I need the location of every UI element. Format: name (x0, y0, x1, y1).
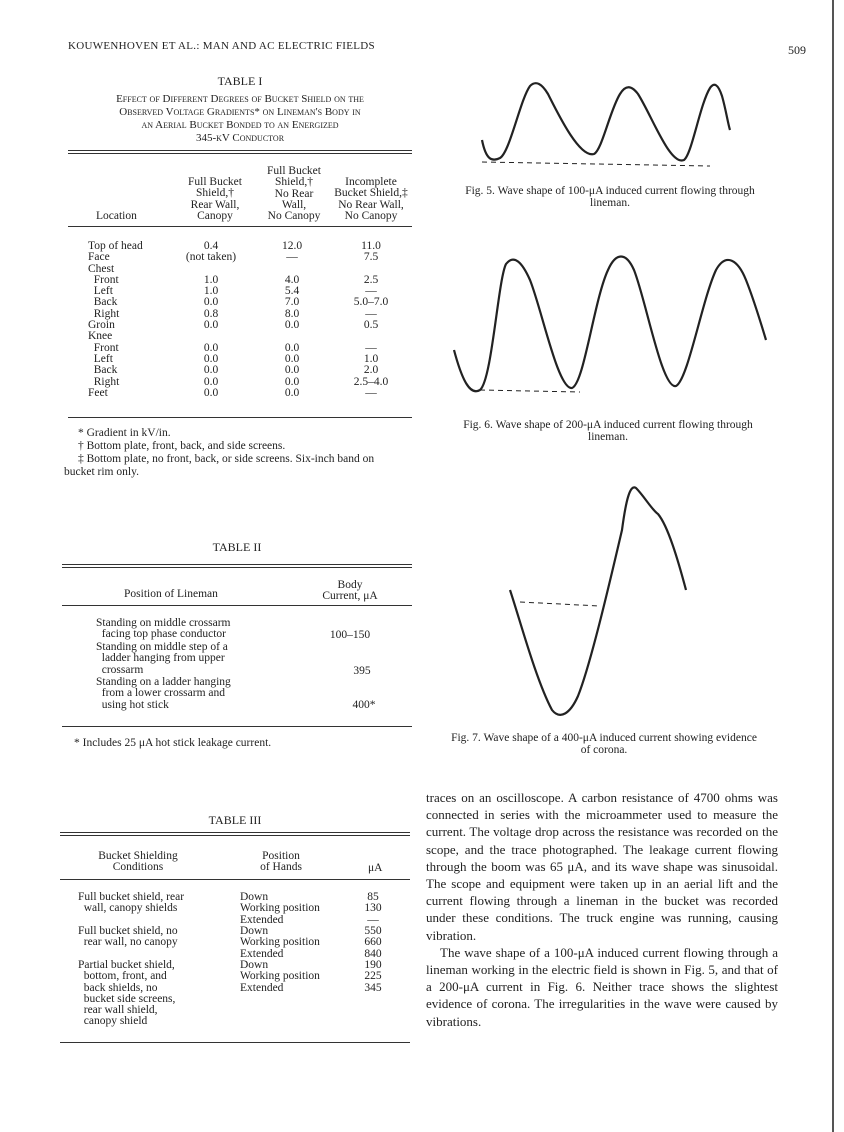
page-edge-line (832, 0, 834, 1132)
table1-header-col2: Full Bucket Shield,† No Rear Wall, No Canopy (267, 165, 321, 223)
table1-caption (68, 93, 412, 145)
fig5-waveform (470, 70, 740, 180)
table3-header-rule (60, 879, 410, 880)
table3-header-hands: Position of Hands (260, 850, 302, 874)
fig5-caption-line: lineman. (590, 197, 630, 209)
fig5-caption-line: Fig. 5. Wave shape of 100-μA induced current flowing through (465, 185, 755, 197)
table1-label: TABLE I (217, 74, 263, 88)
table3-group-2-conditions: Full bucket shield, no rear wall, no canopy (78, 925, 178, 949)
table1-header-col1: Full Bucket Shield,† Rear Wall, Canopy (188, 176, 242, 222)
table3-label: TABLE III (208, 813, 262, 827)
fig6-waveform (440, 240, 780, 410)
table1-caption-line: Effect of Different Degrees of Bucket Shield on the (116, 93, 364, 105)
fig7-caption (424, 732, 784, 756)
table1-header-location: Location (96, 210, 137, 222)
body-paragraph-1: traces on an oscilloscope. A carbon resistance of 4700 ohms was connected in series with the microammeter used to measure the current. The voltage drop across the resistance was recorded on the scope, and the trace photographed. The leakage current flowing through the boom was 65 μA, and its wave shape was sinusoidal. The scope and equipment were taken up in an aerial lift and the current flowing through a lineman in the bucket was recorded under these conditions. The truck engine was running, causing vibration. (426, 790, 778, 943)
body-text (426, 789, 778, 1030)
table1-footnote: † Bottom plate, front, back, and side screens. (78, 440, 286, 452)
table3-bottom-rule (60, 1042, 410, 1043)
fig5-caption (430, 185, 790, 209)
table3-group-3-conditions: Partial bucket shield, bottom, front, and back shields, no bucket side screens, rear wall shield, canopy shield (78, 959, 176, 1028)
table3-group-2-hands: Down Working position Extended (240, 925, 320, 960)
fig6-caption (430, 419, 786, 443)
table1-col2-values: 12.0 — 4.0 5.4 7.0 8.0 0.0 0.0 0.0 0.0 0.0 0.0 (281, 240, 303, 399)
table1-footnote: * Gradient in kV/in. (78, 427, 171, 439)
table2-value-2: 395 (353, 665, 371, 677)
table2-header-rule (62, 605, 412, 606)
running-title: KOUWENHOVEN ET AL.: MAN AND AC ELECTRIC FIELDS (68, 40, 375, 52)
table3-header-ua: μA (368, 862, 383, 874)
fig6-caption-line: lineman. (588, 431, 628, 443)
table3-group-1-hands: Down Working position Extended (240, 891, 320, 926)
table2-top-rule (62, 564, 412, 568)
table1-top-rule (68, 150, 412, 154)
table3-header-conditions: Bucket Shielding Conditions (98, 850, 178, 874)
table2-value-3: 400* (352, 699, 376, 711)
table1-caption-line: 345-kV Conductor (195, 132, 285, 144)
fig6-caption-line: Fig. 6. Wave shape of 200-μA induced current flowing through (463, 419, 753, 431)
table3-group-2-values: 550 660 840 (364, 925, 382, 960)
table1-footnote: ‡ Bottom plate, no front, back, or side screens. Six-inch band on (78, 453, 375, 465)
table3-group-1-values: 85 130 — (364, 891, 382, 926)
page-number: 509 (788, 43, 806, 57)
table2-header-position: Position of Lineman (124, 588, 218, 600)
fig7-caption-line: of corona. (580, 744, 628, 756)
table1-footnotes (64, 427, 420, 479)
table2-row-1: Standing on middle crossarm facing top phase conductor (96, 617, 231, 641)
table1-col3-values: 11.0 7.5 2.5 — 5.0–7.0 — 0.5 — 1.0 2.0 2.5–4.0 — (353, 240, 389, 399)
table1-header-rule (68, 226, 412, 227)
table2-bottom-rule (62, 726, 412, 727)
table3-group-3-hands: Down Working position Extended (240, 959, 320, 994)
table1-footnote: bucket rim only. (64, 466, 139, 478)
table3-top-rule (60, 832, 410, 836)
table1-header-col3: Incomplete Bucket Shield,‡ No Rear Wall, No Canopy (334, 176, 408, 222)
table1-caption-line: an Aerial Bucket Bonded to an Energized (141, 119, 339, 131)
table1-col1-values: 0.4 (not taken) 1.0 1.0 0.0 0.8 0.0 0.0 0.0 0.0 0.0 0.0 (185, 240, 237, 399)
body-paragraph-2: The wave shape of a 100-μA induced current flowing through a lineman working in the electric field is shown in Fig. 5, and that of a 200-μA current in Fig. 6. Neither trace shows the slightest evidence of corona. The irregularities in the wave were caused by vibrations. (426, 944, 778, 1029)
table3-group-3-values: 190 225 345 (364, 959, 382, 994)
table3-group-1-conditions: Full bucket shield, rear wall, canopy shields (78, 891, 185, 915)
fig7-caption-line: Fig. 7. Wave shape of a 400-μA induced current showing evidence (451, 732, 757, 744)
table2-header-current: Body Current, μA (322, 579, 378, 603)
table2-label: TABLE II (212, 540, 262, 554)
fig7-waveform (490, 470, 710, 730)
table2-row-2: Standing on middle step of a ladder hanging from upper crossarm (96, 641, 228, 676)
table2-value-1: 100–150 (329, 629, 371, 641)
table1-caption-line: Observed Voltage Gradients* on Lineman's Body in (119, 106, 361, 118)
table2-row-3: Standing on a ladder hanging from a lower crossarm and using hot stick (96, 676, 231, 711)
table2-footnote: * Includes 25 μA hot stick leakage current. (74, 737, 272, 749)
table1-bottom-rule (68, 417, 412, 418)
table1-location-column: Top of head Face Chest Front Left Back Right Groin Knee Front Left Back Right Feet (88, 240, 143, 399)
